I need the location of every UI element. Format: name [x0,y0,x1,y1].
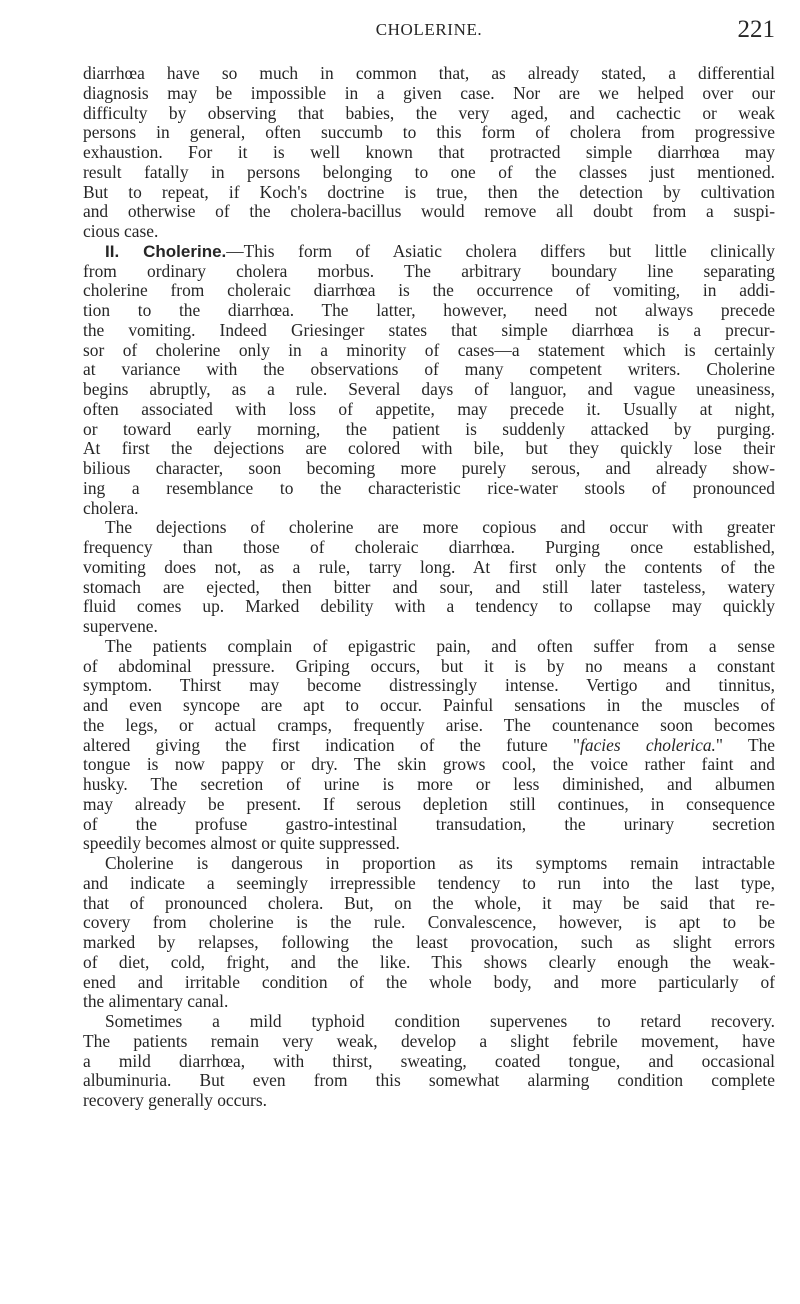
line-text: and even syncope are apt to occur. Painful sensations in the muscles of [83,696,775,715]
text-line [83,400,775,420]
line-text: or toward early morning, the patient is suddenly attacked by purging. [83,419,775,439]
text-line [83,1071,775,1091]
text-line [83,953,775,973]
text-line [83,459,775,479]
line-text: cholera. [83,498,139,518]
line-text: The patients complain of epigastric pain, and often suffer from a sense [105,636,775,656]
line-text: marked by relapses, following the least provocation, such as slight errors [83,933,775,952]
line-text: may already be present. If serous depletion still continues, in consequence [83,794,775,814]
line-text: But to repeat, if Koch's doctrine is true, then the detection by cultivation [83,182,775,202]
section-heading-line [83,242,775,262]
text-line [83,518,775,538]
text-line [83,84,775,104]
line-text: Sometimes a mild typhoid condition supervenes to retard recovery. [105,1012,775,1031]
line-text: begins abruptly, as a rule. Several days of languor, and vague uneasiness, [83,380,775,399]
text-line [83,578,775,598]
line-text: ing a resemblance to the characteristic rice-water stools of pronounced [83,478,775,498]
line-text: diarrhœa have so much in common that, as already stated, a differential [83,64,775,83]
text-line [83,321,775,341]
line-text: recovery generally occurs. [83,1091,267,1110]
text-line [83,202,775,222]
line-text: altered giving the first indication of the future " [83,735,581,755]
body-text [83,64,775,1111]
text-line [83,874,775,894]
line-text: cholerine from choleraic diarrhœa is the occurrence of vomiting, in addi- [83,281,775,301]
line-text: persons in general, often succumb to this form of cholera from progressive [83,123,775,143]
text-line [83,913,775,933]
text-line [83,1052,775,1072]
text-line [83,222,775,242]
line-text: of abdominal pressure. Griping occurs, but it is by no means a constant [83,656,775,676]
line-text: tion to the diarrhœa. The latter, however, need not always precede [83,301,775,320]
text-line [83,992,775,1012]
line-text: ened and irritable condition of the whole body, and more particularly of [83,972,775,992]
line-text: diagnosis may be impossible in a given case. Nor are we helped over our [83,83,775,103]
text-line [83,736,775,756]
text-line [83,64,775,84]
line-text: The patients remain very weak, develop a slight febrile movement, have [83,1031,775,1051]
text-line [83,439,775,459]
text-line [83,775,775,795]
text-line [83,420,775,440]
text-line [83,755,775,775]
text-line [83,716,775,736]
italic-term: facies cholerica. [580,735,716,755]
line-text: frequency than those of choleraic diarrhœa. Purging once established, [83,538,775,557]
text-line [83,380,775,400]
section-heading: II. Cholerine. [105,241,227,261]
text-line [83,657,775,677]
text-line [83,973,775,993]
text-line [83,183,775,203]
text-line [83,617,775,637]
text-line [83,104,775,124]
line-text: covery from cholerine is the rule. Convalescence, however, is apt to be [83,913,775,933]
text-line [83,341,775,361]
text-line [83,281,775,301]
line-text: symptom. Thirst may become distressingly intense. Vertigo and tinnitus, [83,676,775,696]
text-line [83,854,775,874]
line-text: a mild diarrhœa, with thirst, sweating, coated tongue, and occasional [83,1051,775,1071]
running-title: CHOLERINE. [375,20,483,39]
line-text: vomiting does not, as a rule, tarry long. At first only the contents of the [83,557,775,577]
line-text: the legs, or actual cramps, frequently arise. The countenance soon becomes [83,715,775,735]
text-line [83,597,775,617]
text-line [83,815,775,835]
line-text: fluid comes up. Marked debility with a tendency to collapse may quickly [83,597,775,617]
text-line [83,123,775,143]
text-line [83,499,775,519]
text-line [83,558,775,578]
text-line [83,933,775,953]
text-line [83,143,775,163]
text-line [83,262,775,282]
line-text: of diet, cold, fright, and the like. This shows clearly enough the weak- [83,952,775,972]
text-line [83,795,775,815]
line-text: stomach are ejected, then bitter and sour, and still later tasteless, watery [83,577,775,597]
text-line [83,1091,775,1111]
text-line [83,163,775,183]
line-text: and indicate a seemingly irrepressible tendency to run into the last type, [83,873,775,893]
line-text-after: " The [715,735,775,755]
page-number: 221 [737,16,775,43]
text-line [83,834,775,854]
line-text: at variance with the observations of many competent writers. Cholerine [83,360,775,380]
line-text: speedily becomes almost or quite suppressed. [83,834,400,854]
text-line [83,301,775,321]
text-line [83,696,775,716]
line-text: of the profuse gastro-intestinal transudation, the urinary secretion [83,814,775,834]
line-text: sor of cholerine only in a minority of cases—a statement which is certainly [83,340,775,360]
text-line [83,479,775,499]
text-line [83,894,775,914]
line-text: often associated with loss of appetite, may precede it. Usually at night, [83,399,775,419]
line-text: the alimentary canal. [83,992,229,1012]
line-text: bilious character, soon becoming more purely serous, and already show- [83,459,775,478]
line-text: difficulty by observing that babies, the very aged, and cachectic or weak [83,103,775,123]
text-line [83,676,775,696]
line-text: result fatally in persons belonging to one of the classes just mentioned. [83,162,775,182]
line-text: cious case. [83,222,159,241]
running-head [83,16,775,50]
line-text: —This form of Asiatic cholera differs but little clinically [226,241,775,261]
line-text: exhaustion. For it is well known that protracted simple diarrhœa may [83,143,775,162]
line-text: that of pronounced cholera. But, on the whole, it may be said that re- [83,893,775,913]
line-text: husky. The secretion of urine is more or less diminished, and albumen [83,775,775,794]
text-line [83,360,775,380]
text-line [83,1032,775,1052]
line-text: supervene. [83,617,158,636]
text-line [83,1012,775,1032]
text-line [83,637,775,657]
text-line [83,538,775,558]
line-text: At first the dejections are colored with bile, but they quickly lose their [83,439,775,459]
line-text: and otherwise of the cholera-bacillus would remove all doubt from a suspi- [83,202,775,222]
line-text: Cholerine is dangerous in proportion as its symptoms remain intractable [105,854,775,873]
line-text: the vomiting. Indeed Griesinger states that simple diarrhœa is a precur- [83,320,775,340]
line-text: from ordinary cholera morbus. The arbitrary boundary line separating [83,261,775,281]
line-text: tongue is now pappy or dry. The skin grows cool, the voice rather faint and [83,755,775,775]
line-text: albuminuria. But even from this somewhat alarming condition complete [83,1071,775,1091]
line-text: The dejections of cholerine are more copious and occur with greater [105,518,775,538]
